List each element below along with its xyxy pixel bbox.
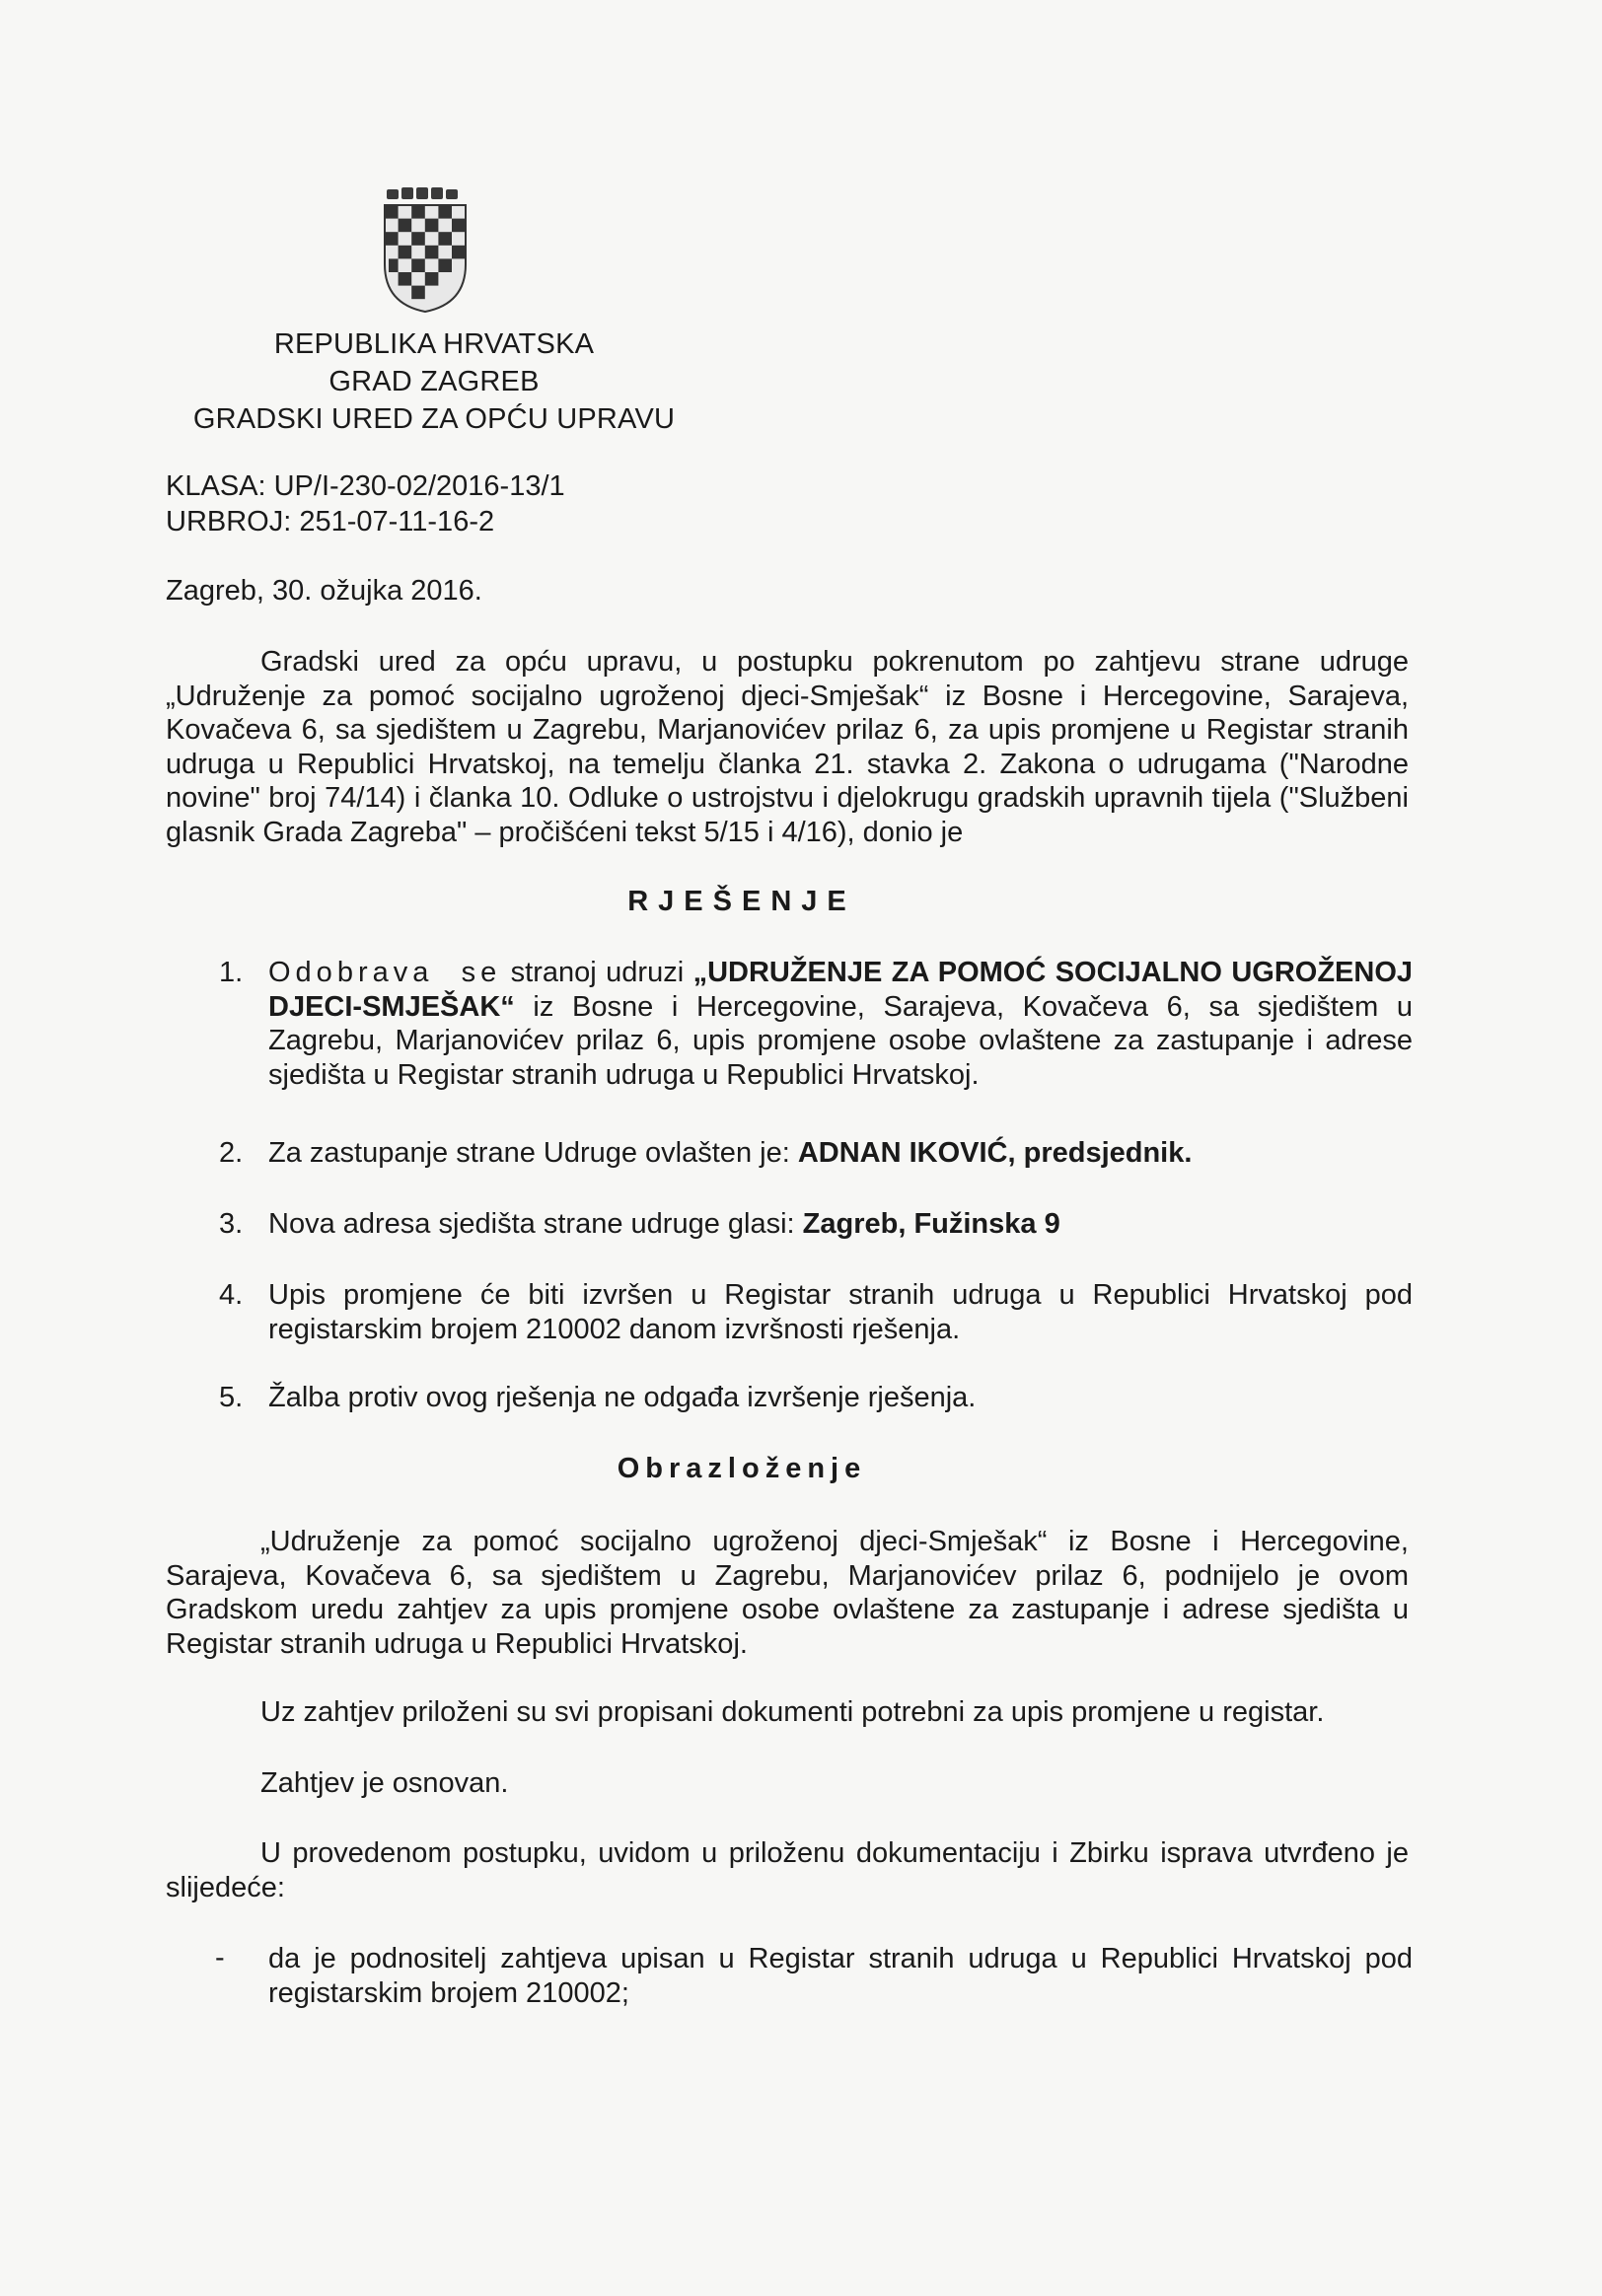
decision-item-5 — [219, 1381, 1413, 1415]
item-number: 3. — [219, 1208, 244, 1240]
reasoning-paragraph-2 — [166, 1695, 1409, 1730]
decision-item-1 — [219, 956, 1413, 1092]
header-city: GRAD ZAGREB — [328, 366, 540, 397]
item-number: 4. — [219, 1279, 244, 1311]
reasoning-paragraph-4 — [166, 1836, 1409, 1904]
item-3-text: Nova adresa sjedišta strane udruge glasi: — [268, 1208, 803, 1240]
item-number: 5. — [219, 1382, 244, 1413]
item-1-text-a: stranoj udruzi — [501, 957, 693, 988]
item-5-text: Žalba protiv ovog rješenja ne odgađa izvršenje rješenja. — [268, 1382, 977, 1413]
croatian-coat-of-arms-icon — [381, 187, 470, 316]
resenje-heading: RJEŠENJE — [627, 886, 856, 917]
obrazlozenje-heading: Obrazloženje — [617, 1453, 867, 1484]
decision-item-4 — [219, 1278, 1413, 1346]
document-date: Zagreb, 30. ožujka 2016. — [166, 575, 482, 607]
header-office: GRADSKI URED ZA OPĆU UPRAVU — [192, 403, 676, 435]
fact-bullet-1-text: da je podnositelj zahtjeva upisan u Registar stranih udruga u Republici Hrvatskoj pod registarskim brojem 210002; — [268, 1943, 1413, 2009]
reasoning-text-2: Uz zahtjev priloženi su svi propisani dokumenti potrebni za upis promjene u registar. — [260, 1696, 1325, 1728]
item-3-address: Zagreb, Fužinska 9 — [802, 1208, 1060, 1240]
intro-text: Gradski ured za opću upravu, u postupku pokrenutom po zahtjevu strane udruge „Udruženje za pomoć socijalno ugroženoj djeci-Smješak“ iz Bosne i Hercegovine, Sarajeva, Kovačeva 6, sa sjedištem u Zagrebu, Marjanovićev prilaz 6, za upis promjene u Registar stranih udruga u Republici Hrvatskoj, na temelju članka 21. stavka 2. Zakona o udrugama ("Narodne novine" broj 74/14) i članka 10. Odluke o ustrojstvu i djelokrugu gradskih upravnih tijela ("Službeni glasnik Grada Zagreba" – pročišćeni tekst 5/15 i 4/16), donio je — [166, 646, 1409, 848]
reasoning-text-4: U provedenom postupku, uvidom u priloženu dokumentaciju i Zbirku isprava utvrđeno je slijedeće: — [166, 1837, 1409, 1903]
item-2-representative: ADNAN IKOVIĆ, predsjednik. — [797, 1137, 1193, 1169]
item-number: 2. — [219, 1137, 244, 1169]
decision-item-3 — [219, 1207, 1413, 1242]
reasoning-paragraph-1 — [166, 1525, 1409, 1661]
document-identifiers — [166, 468, 565, 539]
reasoning-text-3: Zahtjev je osnovan. — [260, 1767, 509, 1799]
item-4-text: Upis promjene će biti izvršen u Registar stranih udruga u Republici Hrvatskoj pod registarskim brojem 210002 danom izvršnosti rješenja. — [268, 1279, 1413, 1345]
urbroj-line: URBROJ: 251-07-11-16-2 — [166, 506, 495, 538]
issuer-header — [158, 325, 710, 438]
intro-paragraph — [166, 645, 1409, 849]
reasoning-paragraph-3 — [166, 1766, 1409, 1801]
fact-bullet-1 — [219, 1942, 1413, 2010]
item-2-text: Za zastupanje strane Udruge ovlašten je: — [268, 1137, 798, 1169]
item-1-word-se: se — [461, 957, 502, 988]
bullet-dash: - — [215, 1942, 225, 1973]
item-1-text-b: iz Bosne i Hercegovine, Sarajeva, Kovačeva 6, sa sjedištem u Zagrebu, Marjanovićev prilaz 6, upis promjene osobe ovlaštene za zastupanje i adrese sjedišta u Registar stranih udruga u Republici Hrvatskoj. — [268, 990, 1413, 1091]
klasa-line: KLASA: UP/I-230-02/2016-13/1 — [166, 470, 565, 502]
item-1-word-odobrava: Odobrava — [268, 957, 434, 988]
item-1-association-name: „UDRUŽENJE ZA POMOĆ SOCIJALNO UGROŽENOJ DJECI-SMJEŠAK“ — [268, 957, 1413, 1023]
header-country: REPUBLIKA HRVATSKA — [273, 328, 595, 360]
item-number: 1. — [219, 957, 244, 988]
reasoning-text-1: „Udruženje za pomoć socijalno ugroženoj djeci-Smješak“ iz Bosne i Hercegovine, Sarajeva, Kovačeva 6, sa sjedištem u Zagrebu, Marjanovićev prilaz 6, podnijelo je ovom Gradskom uredu zahtjev za upis promjene osobe ovlaštene za zastupanje i adrese sjedišta u Registar stranih udruga u Republici Hrvatskoj. — [166, 1526, 1409, 1660]
decision-item-2 — [219, 1136, 1413, 1171]
